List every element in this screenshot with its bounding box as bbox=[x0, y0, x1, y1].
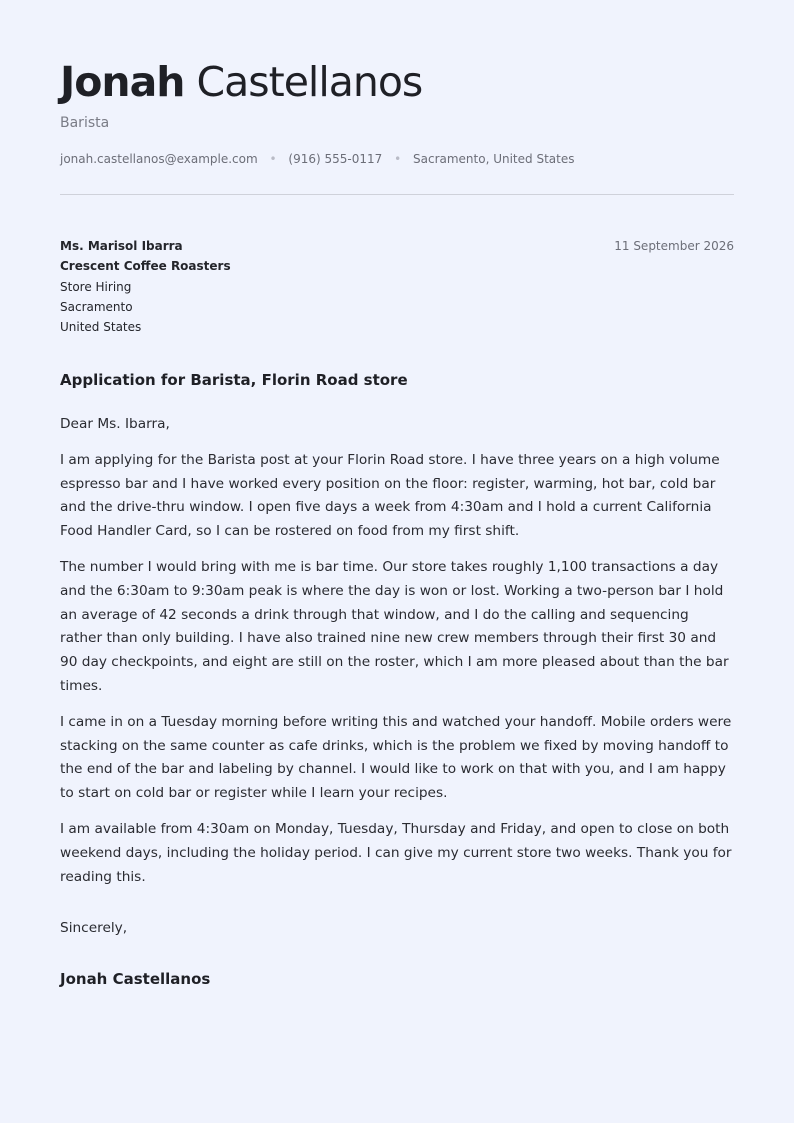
letter-date: 11 September 2026 bbox=[614, 239, 734, 253]
contact-separator: • bbox=[394, 152, 402, 166]
applicant-last-name: Castellanos bbox=[196, 58, 423, 106]
contact-separator: • bbox=[269, 152, 277, 166]
contact-line bbox=[60, 152, 574, 166]
recipient-country: United States bbox=[60, 320, 142, 335]
applicant-first-name: Jonah bbox=[60, 58, 185, 106]
letter-signature: Jonah Castellanos bbox=[60, 970, 211, 988]
applicant-name bbox=[60, 56, 422, 108]
letter-body bbox=[60, 413, 734, 901]
letter-subject: Application for Barista, Florin Road store bbox=[60, 371, 408, 389]
letter-closing: Sincerely, bbox=[60, 920, 128, 936]
letter-paragraph: The number I would bring with me is bar time. Our store takes roughly 1,100 transactions a day and the 6:30am to 9:30am peak is where the day is won or lost. Working a two-person bar I hold an average of 42 seconds a drink through that window, and I do the calling and sequencing rather than only building. I have also trained nine new crew members through their first 30 and 90 day checkpoints, and eight are still on the roster, which I am more pleased about than the bar times. bbox=[60, 558, 729, 694]
letter-paragraph: I am available from 4:30am on Monday, Tuesday, Thursday and Friday, and open to close on both weekend days, including the holiday period. I can give my current store two weeks. Thank you for reading this. bbox=[60, 820, 732, 885]
contact-phone: (916) 555-0117 bbox=[288, 152, 383, 166]
recipient-name: Ms. Marisol Ibarra bbox=[60, 239, 183, 253]
recipient-city: Sacramento bbox=[60, 299, 133, 314]
recipient-block bbox=[60, 236, 231, 337]
recipient-company: Crescent Coffee Roasters bbox=[60, 259, 231, 274]
letter-greeting: Dear Ms. Ibarra, bbox=[60, 416, 170, 432]
contact-email: jonah.castellanos@example.com bbox=[60, 152, 258, 166]
letter-paragraph: I am applying for the Barista post at your Florin Road store. I have three years on a high volume espresso bar and I have worked every position on the floor: register, warming, hot bar, cold bar and the drive-thru window. I open five days a week from 4:30am and I hold a current California Food Handler Card, so I can be rostered on food from my first shift. bbox=[60, 451, 720, 540]
letter-paragraph: I came in on a Tuesday morning before writing this and watched your handoff. Mobile orders were stacking on the same counter as cafe drinks, which is the problem we fixed by moving handoff to the end of the bar and labeling by channel. I would like to work on that with you, and I am happy to start on cold bar or register while I learn your recipes. bbox=[60, 713, 732, 802]
applicant-role: Barista bbox=[60, 115, 110, 131]
header-divider bbox=[60, 194, 734, 195]
contact-location: Sacramento, United States bbox=[413, 152, 575, 166]
recipient-department: Store Hiring bbox=[60, 279, 132, 294]
